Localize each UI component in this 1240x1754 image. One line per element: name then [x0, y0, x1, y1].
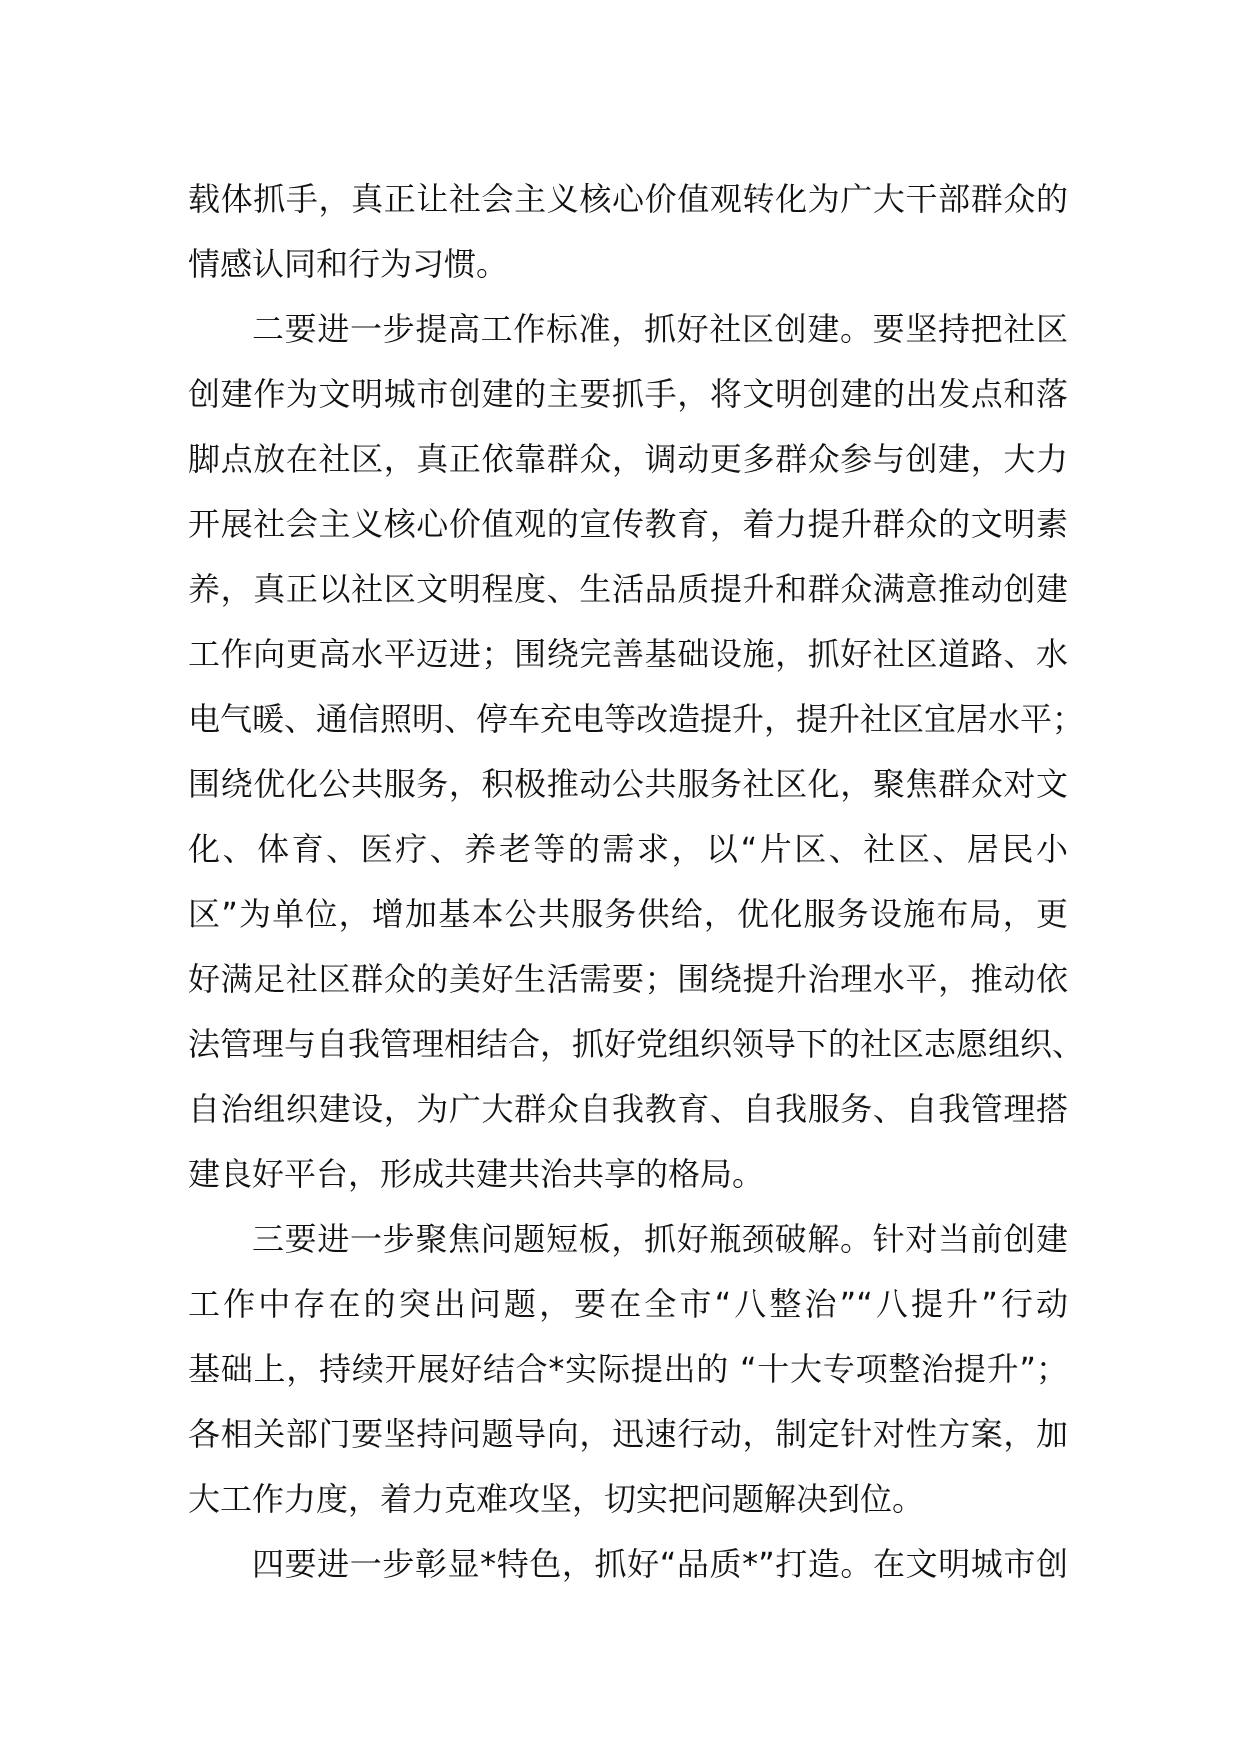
text-line: 养，真正以社区文明程度、生活品质提升和群众满意推动创建 [188, 570, 1068, 608]
text-line: 创建作为文明城市创建的主要抓手，将文明创建的出发点和落 [188, 375, 1068, 413]
paragraph-start-line: 三要进一步聚焦问题短板，抓好瓶颈破解。针对当前创建 [252, 1220, 1068, 1258]
text-line: 情感认同和行为习惯。 [188, 245, 509, 283]
text-line: 自治组织建设，为广大群众自我教育、自我服务、自我管理搭 [188, 1090, 1068, 1128]
paragraph-start-line: 四要进一步彰显*特色，抓好“品质*”打造。在文明城市创 [252, 1545, 1068, 1583]
text-line: 工作中存在的突出问题，要在全市“八整治”“八提升”行动 [188, 1285, 1068, 1323]
paragraph-start-line: 二要进一步提高工作标准，抓好社区创建。要坚持把社区 [252, 310, 1068, 348]
text-line: 好满足社区群众的美好生活需要；围绕提升治理水平，推动依 [188, 960, 1068, 998]
text-line: 大工作力度，着力克难攻坚，切实把问题解决到位。 [188, 1480, 925, 1518]
text-line: 电气暖、通信照明、停车充电等改造提升，提升社区宜居水平； [188, 700, 1085, 738]
text-line: 围绕优化公共服务，积极推动公共服务社区化，聚焦群众对文 [188, 765, 1068, 803]
body-text [188, 167, 1085, 1597]
text-line: 建良好平台，形成共建共治共享的格局。 [188, 1155, 765, 1193]
text-line: 脚点放在社区，真正依靠群众，调动更多群众参与创建，大力 [188, 440, 1068, 478]
text-line: 法管理与自我管理相结合，抓好党组织领导下的社区志愿组织、 [188, 1025, 1085, 1063]
text-line: 载体抓手，真正让社会主义核心价值观转化为广大干部群众的 [188, 180, 1068, 218]
text-line: 基础上，持续开展好结合*实际提出的 “十大专项整治提升”； [188, 1350, 1068, 1388]
text-line: 化、体育、医疗、养老等的需求，以“片区、社区、居民小 [188, 830, 1068, 868]
text-line: 工作向更高水平迈进；围绕完善基础设施，抓好社区道路、水 [188, 635, 1068, 673]
text-line: 开展社会主义核心价值观的宣传教育，着力提升群众的文明素 [188, 505, 1068, 543]
text-line: 各相关部门要坚持问题导向，迅速行动，制定针对性方案，加 [188, 1415, 1068, 1453]
text-line: 区”为单位，增加基本公共服务供给，优化服务设施布局，更 [188, 895, 1068, 933]
